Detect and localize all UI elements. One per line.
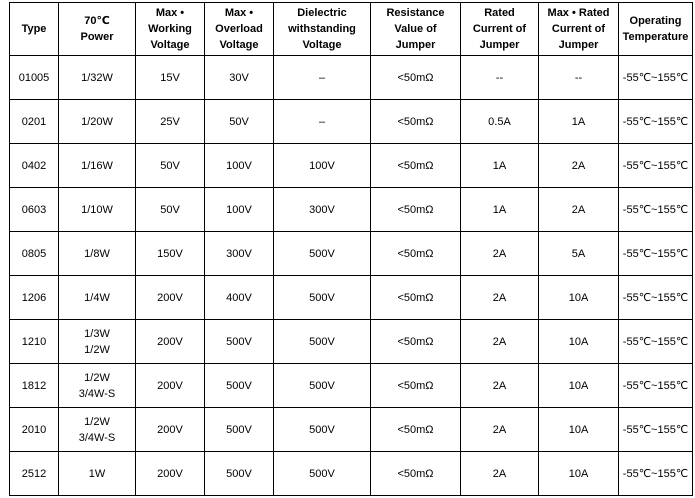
table-cell: 2A [461,320,539,364]
table-row [10,232,693,276]
table-cell: 500V [274,320,371,364]
table-cell: 1206 [10,276,59,320]
column-header-line: Voltage [302,39,342,51]
table-cell: 10A [539,320,619,364]
table-cell: <50mΩ [371,320,461,364]
table-cell: -55℃~155℃ [619,188,693,232]
table-cell: -55℃~155℃ [619,144,693,188]
table-cell: 500V [205,364,274,408]
table-cell: 15V [136,56,205,100]
table-row [10,408,693,452]
column-header-line: Jumper [395,39,436,51]
table-cell: <50mΩ [371,232,461,276]
column-header-line: Current of [551,23,606,35]
table-cell: – [274,56,371,100]
column-header-line: withstanding [288,23,356,35]
table-cell: 50V [205,100,274,144]
table-cell: 0402 [10,144,59,188]
resistor-spec-table [9,2,693,496]
table-cell: <50mΩ [371,144,461,188]
column-header-line: Max • Rated [547,7,610,19]
column-header [539,3,619,56]
column-header-line: Voltage [150,39,190,51]
column-header [461,3,539,56]
table-cell: 2A [461,276,539,320]
table-cell: 10A [539,364,619,408]
table-cell: 500V [274,232,371,276]
table-cell: 2512 [10,452,59,496]
column-header [274,3,371,56]
table-cell: <50mΩ [371,188,461,232]
table-cell: 100V [274,144,371,188]
column-header-line: Temperature [622,31,689,43]
table-cell: -55℃~155℃ [619,276,693,320]
table-cell: 2A [539,188,619,232]
table-cell: 1/32W [59,56,136,100]
table-cell: 1/20W [59,100,136,144]
table-cell: -55℃~155℃ [619,364,693,408]
table-cell: <50mΩ [371,364,461,408]
table-cell: 300V [274,188,371,232]
table-cell: 50V [136,188,205,232]
table-cell: 1/16W [59,144,136,188]
table-cell: – [274,100,371,144]
table-cell: 500V [205,320,274,364]
table-cell: 200V [136,276,205,320]
table-cell: 2A [461,408,539,452]
table-cell: 1A [461,188,539,232]
table-cell: 200V [136,452,205,496]
table-cell: 150V [136,232,205,276]
table-cell: 1/8W [59,232,136,276]
table-cell: 1/2W 3/4W-S [59,364,136,408]
table-cell: 500V [274,364,371,408]
column-header-line: Max • [224,7,254,19]
table-cell: 500V [274,276,371,320]
table-cell: 200V [136,408,205,452]
column-header [10,3,59,56]
column-header-line: Jumper [479,39,520,51]
table-cell: 1210 [10,320,59,364]
table-cell: 100V [205,188,274,232]
column-header-line: Jumper [558,39,599,51]
table-cell: 10A [539,452,619,496]
table-cell: 500V [274,408,371,452]
column-header [619,3,693,56]
table-row [10,452,693,496]
table-cell: 1A [461,144,539,188]
table-cell: -55℃~155℃ [619,56,693,100]
table-row [10,56,693,100]
table-cell: 2A [539,144,619,188]
table-cell: 1W [59,452,136,496]
header-row [10,3,693,56]
table-cell: 1812 [10,364,59,408]
table-cell: <50mΩ [371,56,461,100]
column-header-line: Max • [155,7,185,19]
table-cell: 5A [539,232,619,276]
table-cell: -- [539,56,619,100]
table-cell: -55℃~155℃ [619,100,693,144]
table-cell: 0805 [10,232,59,276]
table-cell: 100V [205,144,274,188]
table-cell: 500V [274,452,371,496]
column-header-line: Resistance [386,7,445,19]
column-header [371,3,461,56]
table-cell: 200V [136,320,205,364]
table-row [10,320,693,364]
table-cell: 500V [205,452,274,496]
column-header-line: Overload [215,23,263,35]
table-cell: <50mΩ [371,276,461,320]
table-row [10,364,693,408]
table-cell: 300V [205,232,274,276]
table-cell: 400V [205,276,274,320]
column-header-line: Working [148,23,192,35]
table-cell: -55℃~155℃ [619,452,693,496]
table-cell: 30V [205,56,274,100]
table-cell: -55℃~155℃ [619,408,693,452]
column-header-line: 70℃ [84,15,110,27]
column-header-line: Value of [394,23,437,35]
table-cell: 25V [136,100,205,144]
table-cell: 1/3W 1/2W [59,320,136,364]
table-cell: -- [461,56,539,100]
table-cell: 0.5A [461,100,539,144]
column-header-line: Operating [629,15,682,27]
table-row [10,188,693,232]
table-cell: 50V [136,144,205,188]
table-cell: 01005 [10,56,59,100]
table-cell: <50mΩ [371,408,461,452]
table-row [10,144,693,188]
column-header-line: Voltage [219,39,259,51]
table-cell: 2010 [10,408,59,452]
table-row [10,100,693,144]
table-body [10,56,693,496]
table-cell: 0201 [10,100,59,144]
table-cell: -55℃~155℃ [619,320,693,364]
column-header [205,3,274,56]
column-header [136,3,205,56]
column-header-line: Current of [472,23,527,35]
column-header-line: Dielectric [297,7,347,19]
table-cell: 2A [461,232,539,276]
table-cell: 1/2W 3/4W-S [59,408,136,452]
table-cell: 0603 [10,188,59,232]
table-cell: <50mΩ [371,452,461,496]
table-cell: 2A [461,452,539,496]
table-cell: <50mΩ [371,100,461,144]
table-cell: 200V [136,364,205,408]
table-row [10,276,693,320]
table-cell: 10A [539,408,619,452]
table-cell: 1A [539,100,619,144]
table-cell: 1/10W [59,188,136,232]
column-header [59,3,136,56]
table-cell: 1/4W [59,276,136,320]
column-header-line: Rated [484,7,515,19]
table-cell: 10A [539,276,619,320]
table-cell: -55℃~155℃ [619,232,693,276]
column-header-line: Type [21,23,47,35]
table-cell: 2A [461,364,539,408]
column-header-line: Power [80,31,114,43]
table-cell: 500V [205,408,274,452]
